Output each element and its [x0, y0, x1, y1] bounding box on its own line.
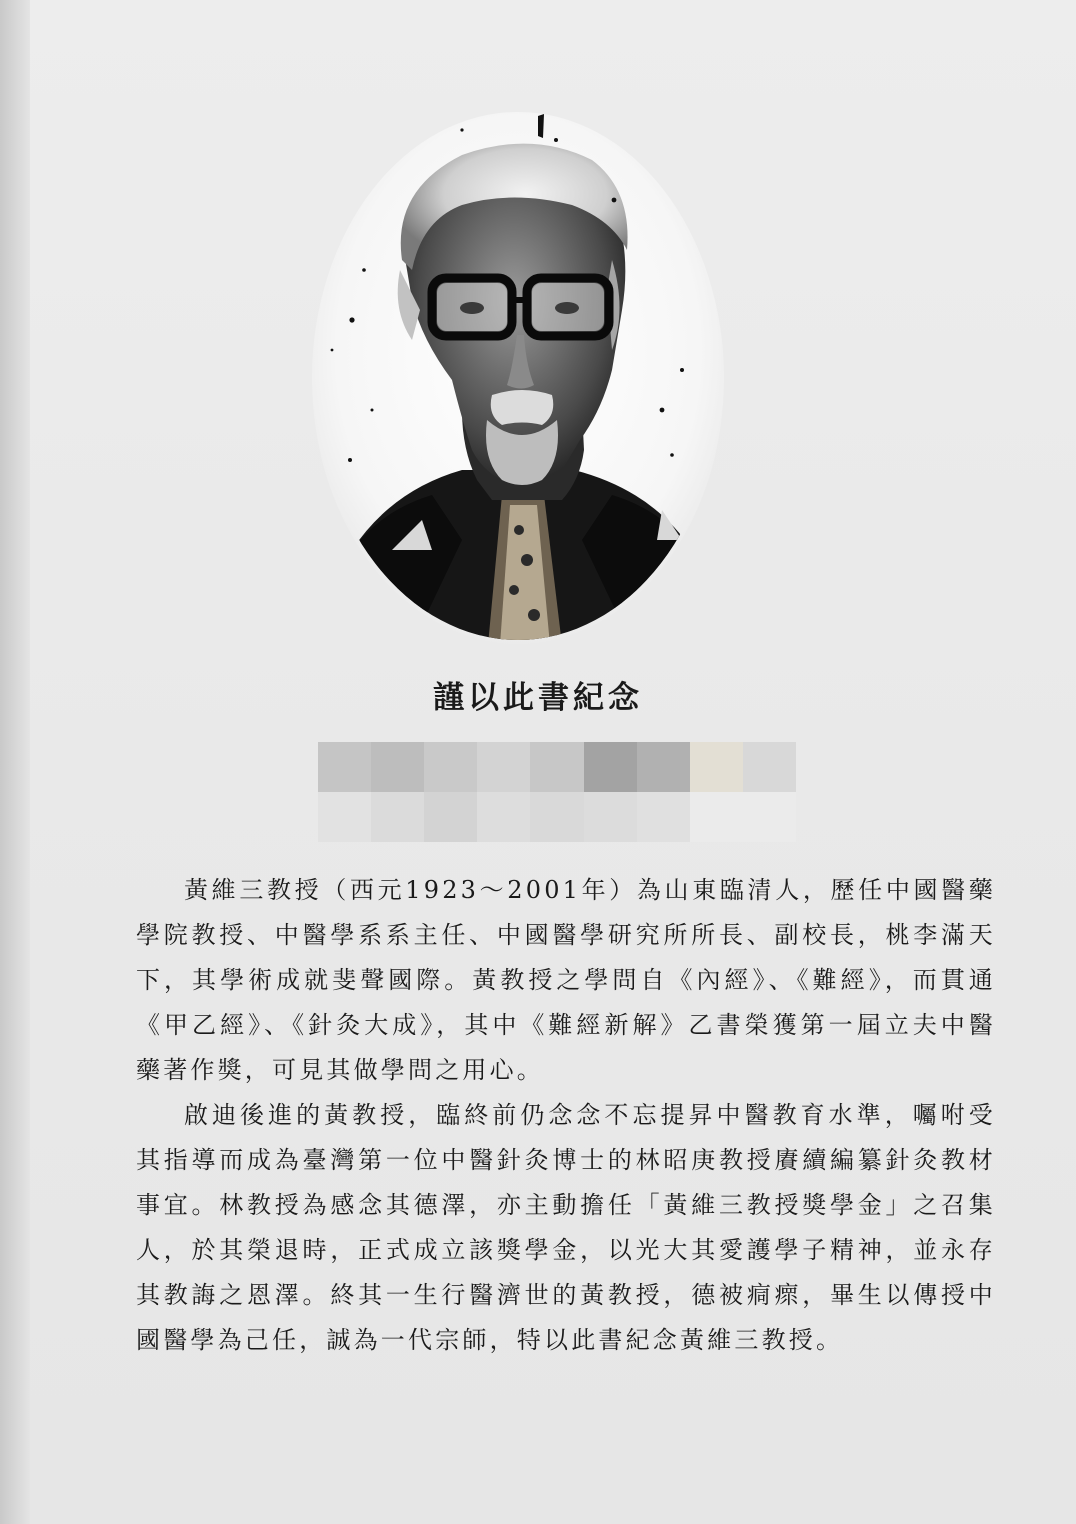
mosaic-tile: [530, 792, 583, 842]
mosaic-tile: [743, 792, 796, 842]
mosaic-tile: [424, 742, 477, 792]
mosaic-tile: [424, 792, 477, 842]
mosaic-tile: [371, 792, 424, 842]
paragraph-1: 黃維三教授（西元1923～2001年）為山東臨清人，歷任中國醫藥學院教授、中醫學系系主任、中國醫學研究所所長、副校長，桃李滿天下，其學術成就斐聲國際。黃教授之學問自《內經》、《難經》，而貫通《甲乙經》、《針灸大成》，其中《難經新解》乙書榮獲第一屆立夫中醫藥著作獎，可見其做學問之用心。: [136, 876, 996, 1084]
mosaic-tile: [690, 742, 743, 792]
portrait-photo: [312, 110, 724, 645]
mosaic-tile: [584, 792, 637, 842]
mosaic-tile: [690, 792, 743, 842]
mosaic-tile: [371, 742, 424, 792]
memorial-text: [136, 868, 996, 1363]
mosaic-tile: [637, 742, 690, 792]
redacted-mosaic: [318, 742, 796, 842]
mosaic-tile: [477, 792, 530, 842]
mosaic-tile: [743, 742, 796, 792]
mosaic-tile: [477, 742, 530, 792]
mosaic-tile: [584, 742, 637, 792]
mosaic-tile: [318, 742, 371, 792]
mosaic-tile: [318, 792, 371, 842]
mosaic-tile: [637, 792, 690, 842]
paragraph-2: 啟迪後進的黃教授，臨終前仍念念不忘提昇中醫教育水準，囑咐受其指導而成為臺灣第一位中醫針灸博士的林昭庚教授賡續編纂針灸教材事宜。林教授為感念其德澤，亦主動擔任「黃維三教授獎學金」之召集人，於其榮退時，正式成立該獎學金，以光大其愛護學子精神，並永存其教誨之恩澤。終其一生行醫濟世的黃教授，德被痌瘝，畢生以傳授中國醫學為己任，誠為一代宗師，特以此書紀念黃維三教授。: [136, 1101, 996, 1354]
dedication-line: 謹以此書紀念: [433, 680, 643, 716]
mosaic-tile: [530, 742, 583, 792]
